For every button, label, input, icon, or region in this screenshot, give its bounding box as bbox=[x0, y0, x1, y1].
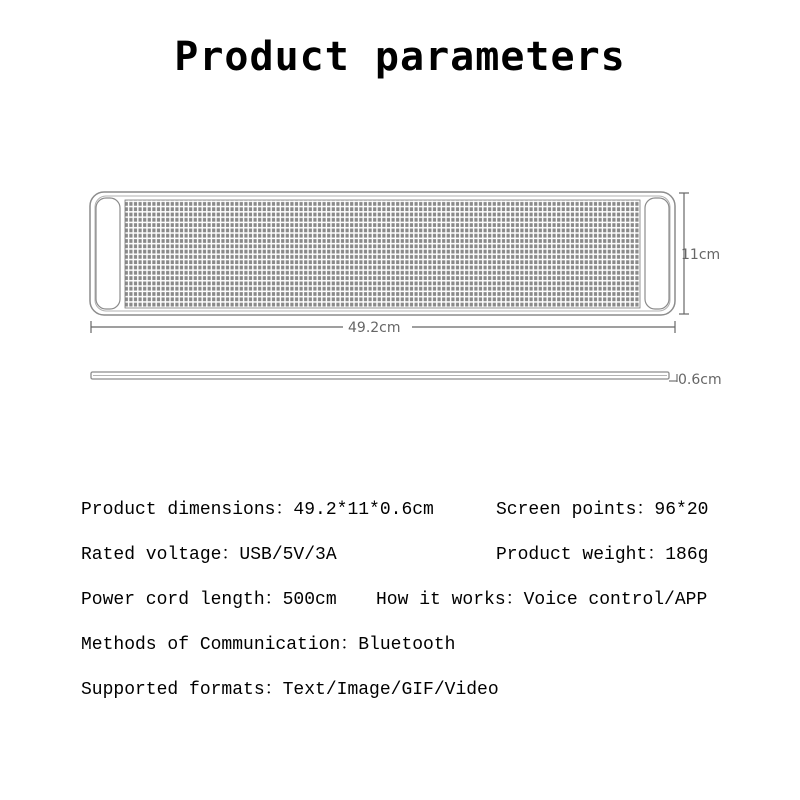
panel-front-view bbox=[90, 192, 675, 315]
spec-how-it-works: How it works：Voice control/APP bbox=[376, 590, 708, 610]
thickness-marker bbox=[669, 374, 677, 382]
height-label: 11cm bbox=[681, 247, 721, 263]
page-title: Product parameters bbox=[174, 34, 626, 80]
spec-dimensions: Product dimensions：49.2*11*0.6cm bbox=[81, 500, 434, 520]
panel-side-view bbox=[91, 372, 669, 379]
thickness-label: 0.6cm bbox=[678, 372, 722, 388]
spec-communication: Methods of Communication：Bluetooth bbox=[81, 635, 456, 655]
width-label: 49.2cm bbox=[348, 320, 401, 336]
spec-cord-length: Power cord length：500cm bbox=[81, 590, 337, 610]
spec-formats: Supported formats：Text/Image/GIF/Video bbox=[81, 680, 499, 700]
led-dot-matrix bbox=[125, 200, 640, 308]
right-end-cap bbox=[645, 198, 669, 309]
spec-weight: Product weight：186g bbox=[496, 545, 709, 565]
spec-voltage: Rated voltage：USB/5V/3A bbox=[81, 545, 337, 565]
left-end-cap bbox=[96, 198, 120, 309]
spec-screen-points: Screen points：96*20 bbox=[496, 500, 709, 520]
